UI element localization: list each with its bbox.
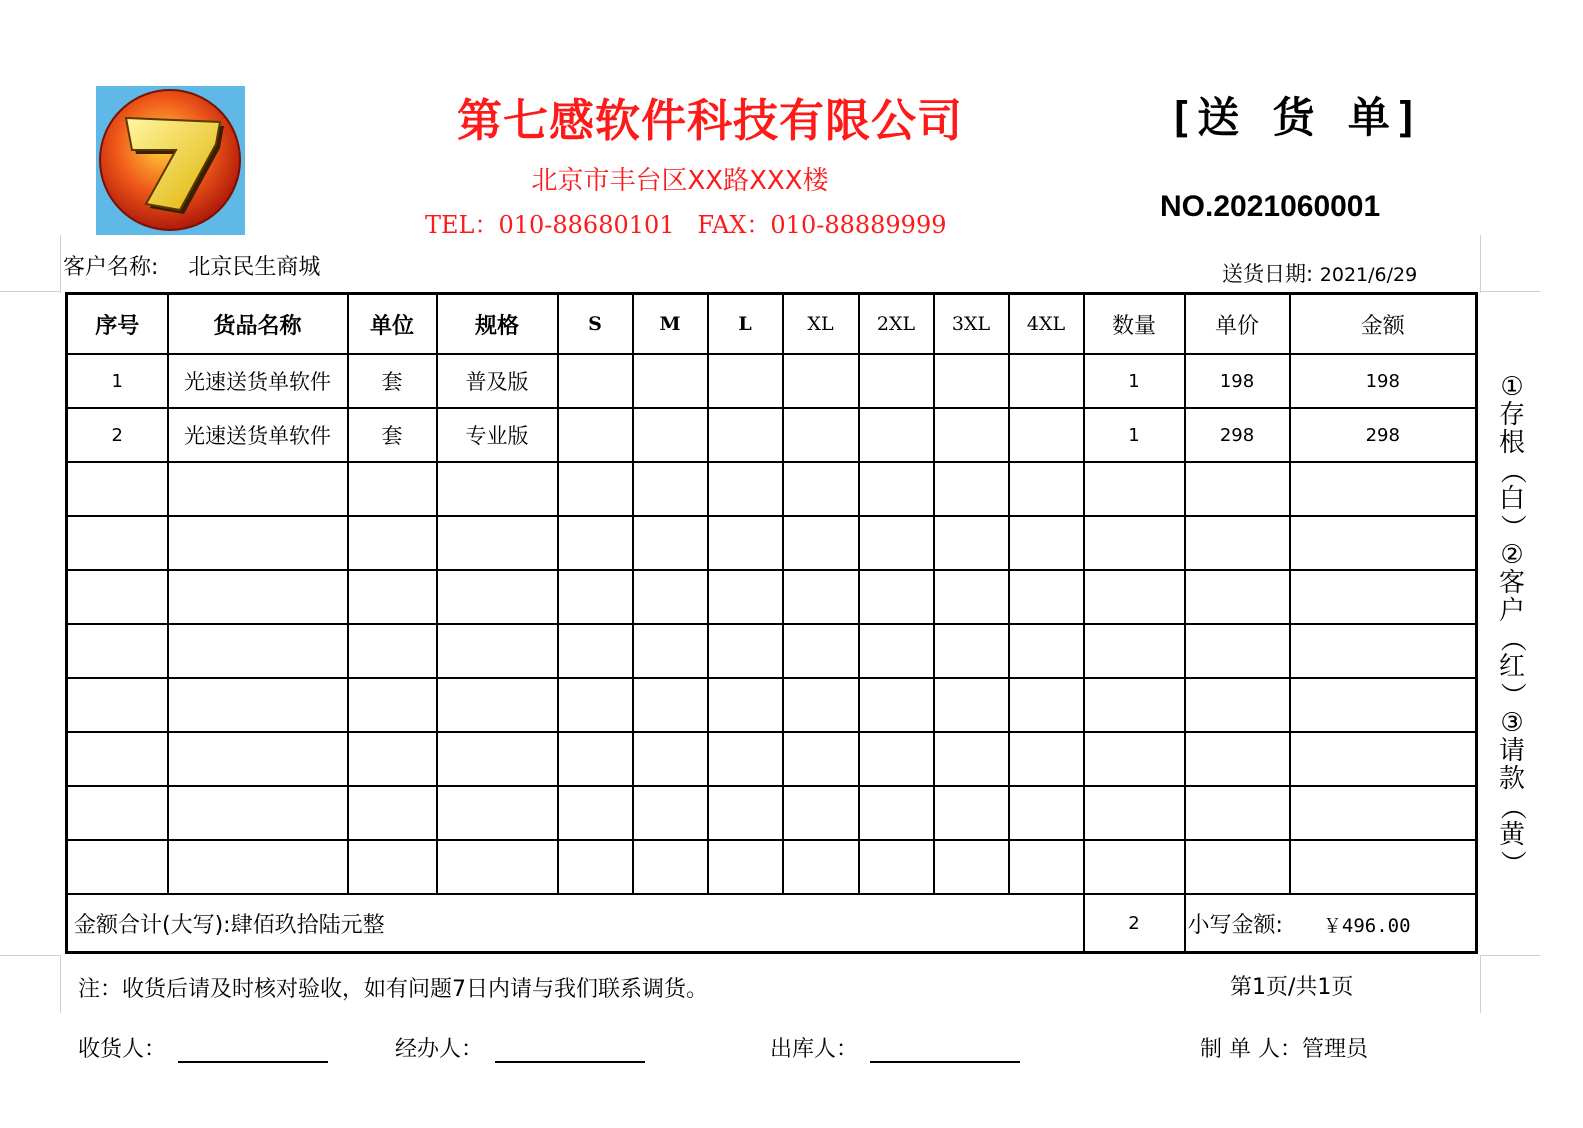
receiver-label: 收货人： xyxy=(78,1037,167,1062)
company-logo xyxy=(96,86,245,235)
table-cell xyxy=(934,462,1009,516)
customer-label: 客户名称: xyxy=(63,255,159,280)
side-text-char: 根 xyxy=(1498,428,1525,458)
table-cell xyxy=(348,678,437,732)
side-text-char: 款 xyxy=(1498,764,1525,794)
table-cell: 套 xyxy=(348,354,437,408)
table-cell xyxy=(437,786,558,840)
side-text-char: ） xyxy=(1497,513,1527,540)
page-indicator: 第1页/共1页 xyxy=(1230,975,1354,1000)
table-cell: 298 xyxy=(1185,408,1290,462)
table-cell xyxy=(783,678,859,732)
table-cell xyxy=(168,624,348,678)
handler-signature-line[interactable] xyxy=(495,1037,645,1063)
table-cell xyxy=(708,840,783,894)
outbound-signature xyxy=(770,1032,1020,1063)
table-cell xyxy=(1084,840,1185,894)
table-cell xyxy=(1009,786,1084,840)
table-cell xyxy=(558,570,633,624)
table-cell xyxy=(348,732,437,786)
table-cell xyxy=(934,732,1009,786)
document-number: NO.2021060001 xyxy=(1160,190,1381,223)
table-cell xyxy=(1185,462,1290,516)
table-cell xyxy=(1185,786,1290,840)
table-cell xyxy=(1290,624,1477,678)
table-row xyxy=(67,516,1477,570)
table-cell xyxy=(168,462,348,516)
seven-logo-icon xyxy=(96,86,245,235)
table-cell xyxy=(558,732,633,786)
table-cell xyxy=(1084,570,1185,624)
table-cell xyxy=(934,786,1009,840)
side-text-char: ③ xyxy=(1500,708,1524,738)
document-title: [送 货 单] xyxy=(1168,93,1424,142)
table-cell xyxy=(708,570,783,624)
table-cell xyxy=(633,840,708,894)
table-cell: 普及版 xyxy=(437,354,558,408)
table-cell xyxy=(437,624,558,678)
table-row xyxy=(67,570,1477,624)
side-text-char: 黄 xyxy=(1498,820,1525,850)
table-cell xyxy=(67,678,168,732)
col-header: XL xyxy=(783,294,859,355)
table-cell xyxy=(1084,624,1185,678)
table-cell xyxy=(1185,624,1290,678)
table-row xyxy=(67,786,1477,840)
col-header: 序号 xyxy=(67,294,168,355)
table-cell xyxy=(708,624,783,678)
table-cell xyxy=(348,516,437,570)
table-cell xyxy=(437,732,558,786)
table-cell xyxy=(859,786,934,840)
table-cell xyxy=(67,516,168,570)
table-cell xyxy=(1290,678,1477,732)
guide-line-bottom-right xyxy=(1480,955,1540,956)
table-cell xyxy=(1290,732,1477,786)
table-cell xyxy=(558,786,633,840)
creator-value: 管理员 xyxy=(1302,1037,1369,1062)
receiver-signature xyxy=(78,1032,328,1063)
col-header: S xyxy=(558,294,633,355)
table-row xyxy=(67,678,1477,732)
table-cell xyxy=(1084,516,1185,570)
table-cell xyxy=(708,462,783,516)
table-cell xyxy=(558,840,633,894)
table-cell xyxy=(1084,786,1185,840)
table-cell xyxy=(1185,732,1290,786)
side-text-char: （ xyxy=(1497,457,1527,484)
col-header: M xyxy=(633,294,708,355)
table-cell xyxy=(633,570,708,624)
table-cell xyxy=(859,678,934,732)
table-cell xyxy=(1009,570,1084,624)
table-cell xyxy=(708,516,783,570)
company-contact: TEL：010-88680101 FAX：010-88889999 xyxy=(425,211,947,239)
table-cell xyxy=(934,840,1009,894)
col-header: 4XL xyxy=(1009,294,1084,355)
table-cell xyxy=(633,462,708,516)
side-text-char: 客 xyxy=(1498,568,1525,598)
table-cell xyxy=(348,570,437,624)
side-text-char: ） xyxy=(1497,681,1527,708)
table-cell xyxy=(859,516,934,570)
table-cell xyxy=(859,354,934,408)
outbound-signature-line[interactable] xyxy=(870,1037,1020,1063)
table-cell xyxy=(1009,732,1084,786)
col-header: L xyxy=(708,294,783,355)
table-cell xyxy=(168,786,348,840)
delivery-date-value: 2021/6/29 xyxy=(1319,264,1418,286)
table-cell xyxy=(1009,624,1084,678)
total-words-value: 肆佰玖拾陆元整 xyxy=(230,912,385,938)
total-small-value: ￥496.00 xyxy=(1322,914,1411,937)
table-cell xyxy=(859,462,934,516)
table-cell xyxy=(168,570,348,624)
table-cell xyxy=(859,840,934,894)
table-cell xyxy=(934,570,1009,624)
table-cell: 1 xyxy=(1084,408,1185,462)
table-cell xyxy=(633,678,708,732)
table-cell xyxy=(633,408,708,462)
table-cell xyxy=(348,462,437,516)
table-cell: 298 xyxy=(1290,408,1477,462)
table-cell xyxy=(348,786,437,840)
table-cell xyxy=(558,408,633,462)
table-cell xyxy=(558,624,633,678)
customer-info xyxy=(63,250,320,281)
table-cell xyxy=(859,570,934,624)
company-name: 第七感软件科技有限公司 xyxy=(456,94,963,147)
guide-line-top-left xyxy=(0,291,60,292)
table-cell xyxy=(783,408,859,462)
table-cell xyxy=(859,408,934,462)
side-text-char: （ xyxy=(1497,793,1527,820)
table-cell xyxy=(67,786,168,840)
table-cell xyxy=(437,840,558,894)
table-cell xyxy=(1185,678,1290,732)
table-row xyxy=(67,840,1477,894)
table-cell xyxy=(708,786,783,840)
table-cell xyxy=(437,570,558,624)
side-text-char: （ xyxy=(1497,625,1527,652)
table-cell xyxy=(783,570,859,624)
table-cell: 套 xyxy=(348,408,437,462)
company-address: 北京市丰台区XX路XXX楼 xyxy=(531,166,829,196)
table-cell xyxy=(708,732,783,786)
col-header: 3XL xyxy=(934,294,1009,355)
col-header: 金额 xyxy=(1290,294,1477,355)
table-cell xyxy=(1084,462,1185,516)
table-cell xyxy=(348,840,437,894)
table-cell xyxy=(1290,786,1477,840)
table-cell: 1 xyxy=(67,354,168,408)
table-row xyxy=(67,624,1477,678)
table-cell xyxy=(859,624,934,678)
table-body xyxy=(67,354,1477,894)
side-text-char: 请 xyxy=(1498,736,1525,766)
table-cell xyxy=(558,516,633,570)
total-words-cell xyxy=(67,894,1084,953)
table-cell xyxy=(1290,570,1477,624)
copy-distribution-note xyxy=(1492,373,1532,877)
table-cell xyxy=(633,516,708,570)
table-cell xyxy=(783,354,859,408)
table-cell xyxy=(934,354,1009,408)
table-row xyxy=(67,462,1477,516)
table-cell: 1 xyxy=(1084,354,1185,408)
handler-label: 经办人： xyxy=(395,1037,484,1062)
table-cell xyxy=(1009,516,1084,570)
guide-vline-left-bottom xyxy=(60,955,61,1013)
side-text-char: ② xyxy=(1500,540,1524,570)
col-header: 单价 xyxy=(1185,294,1290,355)
table-cell xyxy=(168,840,348,894)
table-cell xyxy=(633,732,708,786)
table-cell xyxy=(437,462,558,516)
table-cell xyxy=(168,678,348,732)
total-small-cell xyxy=(1185,894,1477,953)
table-cell xyxy=(1290,516,1477,570)
col-header: 2XL xyxy=(859,294,934,355)
table-cell xyxy=(1185,840,1290,894)
footer-note: 注：收货后请及时核对验收，如有问题7日内请与我们联系调货。 xyxy=(78,977,708,1002)
total-qty: 2 xyxy=(1084,894,1185,953)
col-header: 单位 xyxy=(348,294,437,355)
table-cell xyxy=(934,516,1009,570)
table-cell xyxy=(558,462,633,516)
side-text-char: ） xyxy=(1497,849,1527,876)
table-row xyxy=(67,354,1477,408)
table-cell xyxy=(1185,570,1290,624)
table-cell xyxy=(67,624,168,678)
side-text-char: 存 xyxy=(1498,400,1525,430)
table-cell xyxy=(437,678,558,732)
total-words-label: 金额合计(大写): xyxy=(74,912,231,938)
table-cell: 198 xyxy=(1185,354,1290,408)
table-cell xyxy=(437,516,558,570)
table-cell xyxy=(67,570,168,624)
table-cell xyxy=(708,354,783,408)
table-cell xyxy=(633,354,708,408)
col-header: 货品名称 xyxy=(168,294,348,355)
col-header: 数量 xyxy=(1084,294,1185,355)
table-cell xyxy=(1009,354,1084,408)
table-cell xyxy=(1084,678,1185,732)
table-cell xyxy=(708,408,783,462)
table-cell xyxy=(708,678,783,732)
guide-vline-left xyxy=(60,235,61,293)
table-cell: 光速送货单软件 xyxy=(168,354,348,408)
table-row xyxy=(67,732,1477,786)
total-row xyxy=(67,894,1477,953)
guide-vline-right-bottom xyxy=(1480,955,1481,1013)
side-text-char: ① xyxy=(1500,372,1524,402)
table-cell xyxy=(633,786,708,840)
table-cell xyxy=(783,840,859,894)
table-cell xyxy=(1009,462,1084,516)
table-cell xyxy=(168,732,348,786)
table-cell xyxy=(558,354,633,408)
receiver-signature-line[interactable] xyxy=(178,1037,328,1063)
table-cell xyxy=(1009,678,1084,732)
table-cell: 198 xyxy=(1290,354,1477,408)
table-cell xyxy=(633,624,708,678)
table-cell xyxy=(934,624,1009,678)
total-small-label: 小写金额: xyxy=(1187,912,1283,938)
side-text-char: 户 xyxy=(1498,596,1525,626)
table-cell xyxy=(67,732,168,786)
table-cell xyxy=(783,462,859,516)
table-cell xyxy=(67,462,168,516)
table-cell: 2 xyxy=(67,408,168,462)
guide-line-bottom-left xyxy=(0,955,60,956)
table-cell xyxy=(168,516,348,570)
table-cell xyxy=(783,786,859,840)
customer-value: 北京民生商城 xyxy=(188,255,321,280)
table-row xyxy=(67,408,1477,462)
table-cell xyxy=(783,732,859,786)
table-cell xyxy=(1009,408,1084,462)
table-cell xyxy=(1185,516,1290,570)
outbound-label: 出库人： xyxy=(770,1037,859,1062)
side-text-char: 红 xyxy=(1498,652,1525,682)
delivery-date xyxy=(1222,258,1417,288)
table-cell xyxy=(934,678,1009,732)
table-cell xyxy=(934,408,1009,462)
guide-line-top-right xyxy=(1480,291,1540,292)
side-text-char: 白 xyxy=(1498,484,1525,514)
table-header-row xyxy=(67,294,1477,355)
table-cell xyxy=(348,624,437,678)
table-cell xyxy=(1290,462,1477,516)
handler-signature xyxy=(395,1032,645,1063)
creator-signature xyxy=(1200,1032,1368,1063)
table-cell xyxy=(67,840,168,894)
table-cell xyxy=(859,732,934,786)
table-cell xyxy=(1084,732,1185,786)
table-cell xyxy=(783,516,859,570)
table-cell: 专业版 xyxy=(437,408,558,462)
table-cell xyxy=(783,624,859,678)
creator-label: 制 单 人： xyxy=(1200,1037,1302,1062)
delivery-date-label: 送货日期: xyxy=(1222,262,1314,286)
table-cell xyxy=(1290,840,1477,894)
table-cell: 光速送货单软件 xyxy=(168,408,348,462)
delivery-table xyxy=(65,292,1478,954)
table-cell xyxy=(558,678,633,732)
guide-vline-right xyxy=(1480,235,1481,293)
col-header: 规格 xyxy=(437,294,558,355)
table-cell xyxy=(1009,840,1084,894)
